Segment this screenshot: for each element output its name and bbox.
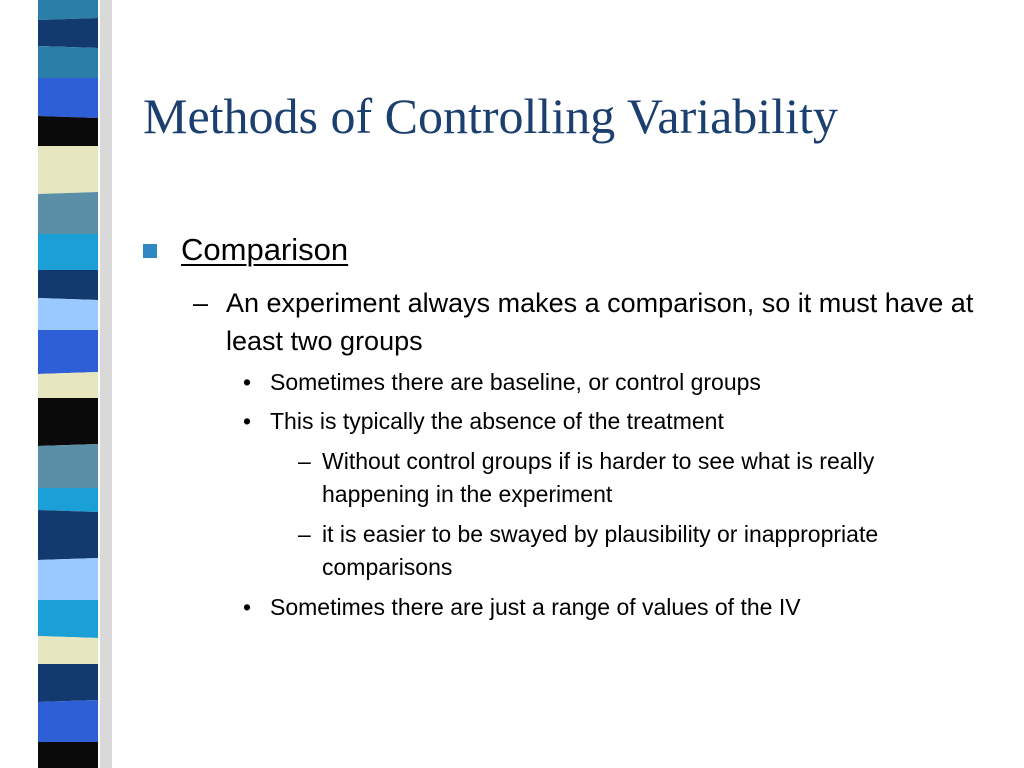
dot-marker: • [243,594,252,620]
slide-bullet-list [143,228,983,624]
dot-marker: • [243,408,252,434]
bullet-level4-item [298,518,983,584]
bullet-level1-item [143,228,983,272]
bullet-text: An experiment always makes a comparison, so it must have at least two groups [226,288,974,356]
bullet-text: Sometimes there are baseline, or control groups [270,369,761,395]
bullet-text: it is easier to be swayed by plausibility or inappropriate comparisons [322,521,879,580]
bullet-level2-item [193,284,983,360]
dash-marker: – [298,448,311,474]
bullet-level3-item [241,591,983,624]
dot-marker: • [243,369,252,395]
bullet-text: Comparison [181,232,349,267]
dash-marker: – [193,288,209,318]
bullet-level3-item [241,405,983,438]
bullet-level4-item [298,445,983,511]
dash-marker: – [298,521,311,547]
bullet-text: This is typically the absence of the treatment [270,408,724,434]
decorative-stripe-bar [0,0,120,768]
stripe-bar-graphic [0,0,120,768]
slide-title: Methods of Controlling Variability [143,88,838,144]
bullet-text: Without control groups if is harder to see what is really happening in the experiment [322,448,875,507]
square-bullet-icon [143,228,181,258]
bullet-text: Sometimes there are just a range of values of the IV [270,594,801,620]
bullet-level3-item [241,366,983,399]
